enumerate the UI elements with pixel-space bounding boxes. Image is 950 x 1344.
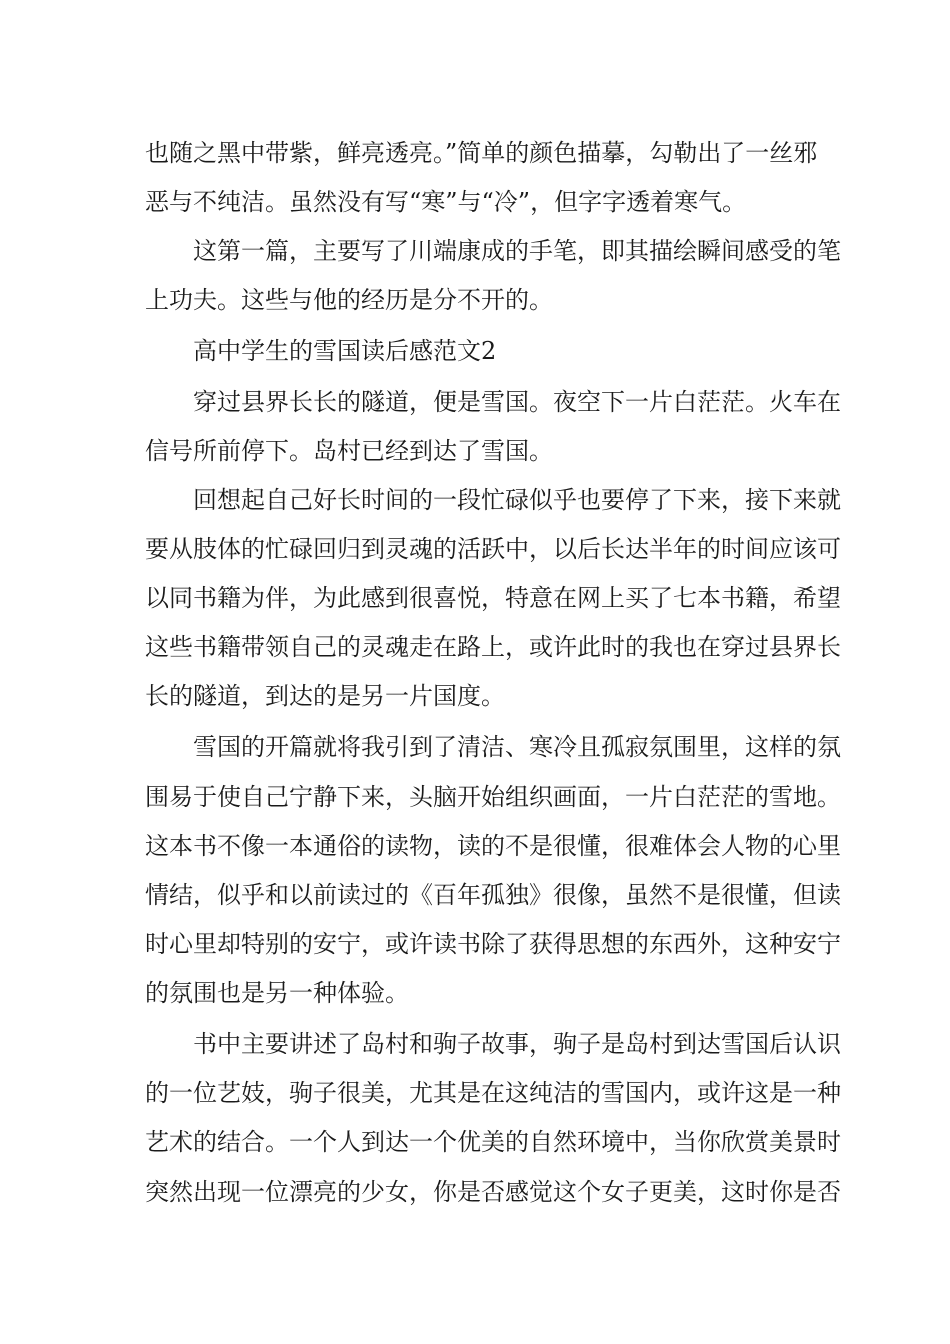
text-line: 时心里却特别的安宁，或许读书除了获得思想的东西外，这种安宁 (145, 930, 841, 958)
text-line: 艺术的结合。一个人到达一个优美的自然环境中，当你欣赏美景时 (145, 1128, 841, 1156)
text-line: 长的隧道，到达的是另一片国度。 (145, 682, 505, 710)
text-line: 雪国的开篇就将我引到了清洁、寒冷且孤寂氛围里，这样的氛 (193, 733, 841, 761)
text-line: 以同书籍为伴，为此感到很喜悦，特意在网上买了七本书籍，希望 (145, 584, 841, 612)
text-line: 这第一篇，主要写了川端康成的手笔，即其描绘瞬间感受的笔 (193, 237, 841, 265)
text-line: 要从肢体的忙碌回归到灵魂的活跃中，以后长达半年的时间应该可 (145, 535, 841, 563)
text-line: 也随之黑中带紫，鲜亮透亮。”简单的颜色描摹，勾勒出了一丝邪 (145, 139, 818, 167)
text-line: 回想起自己好长时间的一段忙碌似乎也要停了下来，接下来就 (193, 486, 841, 514)
text-line: 围易于使自己宁静下来，头脑开始组织画面，一片白茫茫的雪地。 (145, 783, 841, 811)
text-line: 情结，似乎和以前读过的《百年孤独》很像，虽然不是很懂，但读 (145, 881, 841, 909)
section-heading: 高中学生的雪国读后感范文2 (193, 337, 497, 365)
text-line: 的氛围也是另一种体验。 (145, 979, 409, 1007)
text-line: 上功夫。这些与他的经历是分不开的。 (145, 286, 553, 314)
text-line: 突然出现一位漂亮的少女，你是否感觉这个女子更美，这时你是否 (145, 1178, 841, 1206)
text-line: 这本书不像一本通俗的读物，读的不是很懂，很难体会人物的心里 (145, 832, 841, 860)
text-line: 这些书籍带领自己的灵魂走在路上，或许此时的我也在穿过县界长 (145, 633, 841, 661)
text-line: 穿过县界长长的隧道，便是雪国。夜空下一片白茫茫。火车在 (193, 388, 841, 416)
text-line: 信号所前停下。岛村已经到达了雪国。 (145, 437, 553, 465)
text-line: 的一位艺妓，驹子很美，尤其是在这纯洁的雪国内，或许这是一种 (145, 1079, 841, 1107)
text-line: 恶与不纯洁。虽然没有写“寒”与“冷”，但字字透着寒气。 (145, 188, 747, 216)
text-line: 书中主要讲述了岛村和驹子故事，驹子是岛村到达雪国后认识 (193, 1030, 841, 1058)
